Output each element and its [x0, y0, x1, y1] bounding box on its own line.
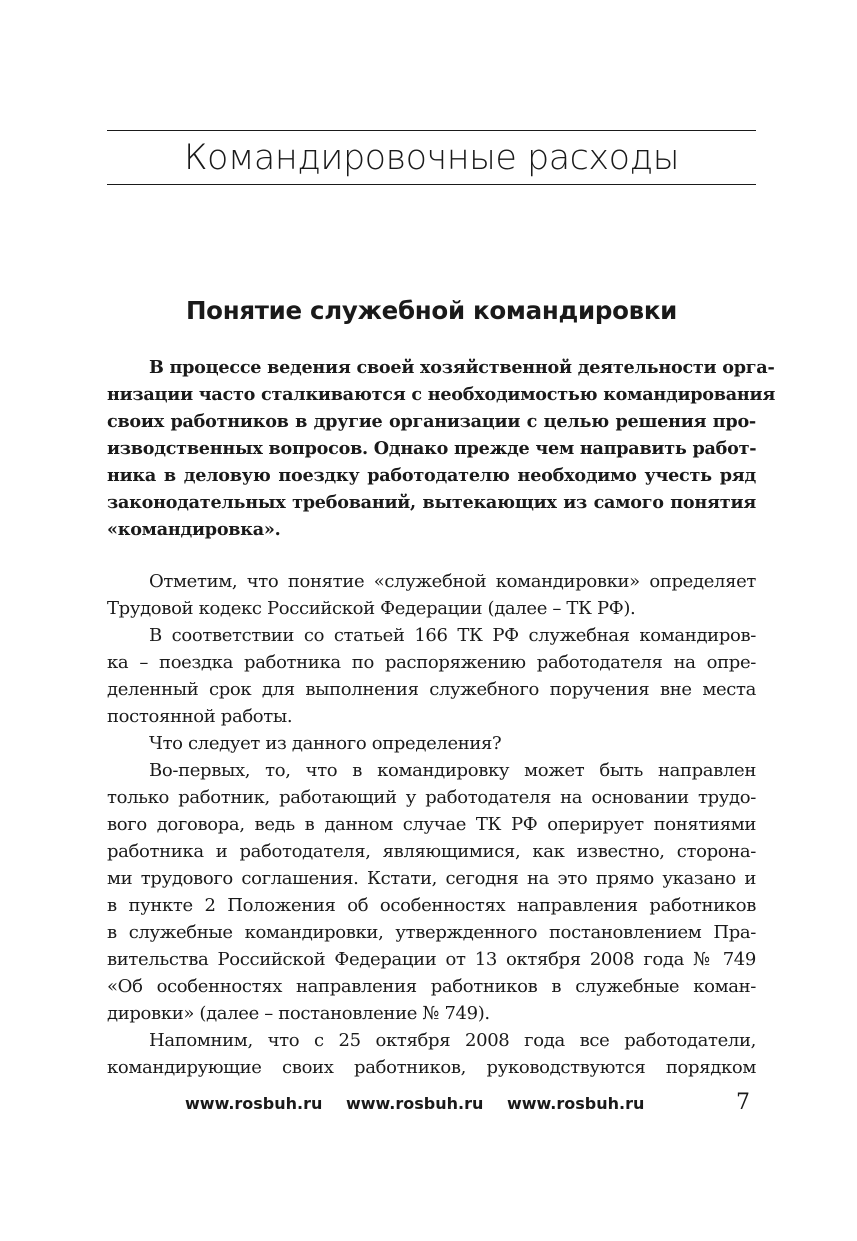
- body-line: в служебные командировки, утвержденного постановлением Пра-: [107, 922, 756, 943]
- body-line: Отметим, что понятие «служебной командировки» определяет: [149, 571, 756, 592]
- body-line: ка – поездка работника по распоряжению работодателя на опре-: [107, 652, 756, 673]
- chapter-rule-bottom: [107, 184, 756, 185]
- body-line: Напомним, что с 25 октября 2008 года все работодатели,: [149, 1030, 756, 1051]
- footer-links: [185, 1092, 662, 1116]
- lead-line: «командировка».: [107, 519, 281, 540]
- body-line: работника и работодателя, являющимися, как известно, сторона-: [107, 841, 756, 862]
- body-line: командирующие своих работников, руководствуются порядком: [107, 1057, 756, 1078]
- body-line: «Об особенностях направления работников в служебные коман-: [107, 976, 756, 997]
- lead-line: своих работников в другие организации с целью решения про-: [107, 411, 756, 432]
- body-line: вительства Российской Федерации от 13 октября 2008 года № 749: [107, 949, 756, 970]
- body-line: в пункте 2 Положения об особенностях направления работников: [107, 895, 756, 916]
- body-line: постоянной работы.: [107, 706, 293, 727]
- body-line: вого договора, ведь в данном случае ТК РФ оперирует понятиями: [107, 814, 756, 835]
- lead-line: В процессе ведения своей хозяйственной деятельности орга-: [149, 357, 775, 378]
- chapter-rule-top: [107, 130, 756, 131]
- lead-line: ника в деловую поездку работодателю необходимо учесть ряд: [107, 465, 756, 486]
- footer-link[interactable]: www.rosbuh.ru: [345, 1094, 484, 1113]
- body-line: Во-первых, то, что в командировку может быть направлен: [149, 760, 756, 781]
- lead-line: изводственных вопросов. Однако прежде чем направить работ-: [107, 438, 757, 459]
- section-title: Понятие служебной командировки: [185, 296, 678, 325]
- lead-paragraph: [107, 354, 776, 543]
- lead-line: законодательных требований, вытекающих из самого понятия: [107, 492, 756, 513]
- body-line: деленный срок для выполнения служебного поручения вне места: [107, 679, 756, 700]
- footer-link[interactable]: www.rosbuh.ru: [185, 1094, 323, 1113]
- footer-link[interactable]: www.rosbuh.ru: [506, 1094, 645, 1113]
- body-line: дировки» (далее – постановление № 749).: [107, 1003, 490, 1024]
- chapter-title: Командировочные расходы: [183, 138, 680, 178]
- page-number: 7: [736, 1090, 750, 1115]
- body-line: В соответствии со статьей 166 ТК РФ служебная командиров-: [149, 625, 756, 646]
- body-line: Что следует из данного определения?: [149, 733, 502, 754]
- body-text: [107, 568, 756, 1081]
- lead-line: низации часто сталкиваются с необходимостью командирования: [107, 384, 776, 405]
- body-line: ми трудового соглашения. Кстати, сегодня на это прямо указано и: [107, 868, 756, 889]
- body-line: Трудовой кодекс Российской Федерации (далее – ТК РФ).: [107, 598, 636, 619]
- body-line: только работник, работающий у работодателя на основании трудо-: [107, 787, 756, 808]
